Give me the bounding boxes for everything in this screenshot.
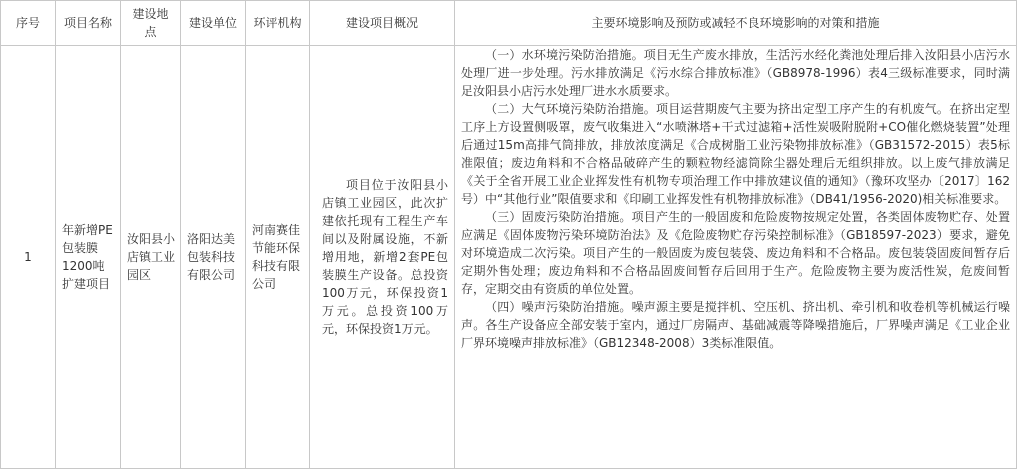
row-overview — [310, 46, 455, 469]
header-location: 建设地点 — [121, 1, 181, 46]
row-measures — [455, 46, 1017, 469]
header-row — [1, 1, 1017, 46]
row-project-name: 年新增PE包装膜1200吨扩建项目 — [56, 46, 121, 469]
header-builder: 建设单位 — [181, 1, 246, 46]
row-eia-agency: 河南赛佳节能环保科技有限公司 — [246, 46, 310, 469]
header-project-name: 项目名称 — [56, 1, 121, 46]
measure-water: （一）水环境污染防治措施。项目无生产废水排放，生活污水经化粪池处理后排入汝阳县小店污水处理厂进一步处理。污水排放满足《污水综合排放标准》（GB8978-1996）表4三级标准要求，同时满足汝阳县小店污水处理厂进水水质要求。 — [461, 48, 1010, 98]
row-builder: 洛阳达美包装科技有限公司 — [181, 46, 246, 469]
measure-solid-waste: （三）固废污染防治措施。项目产生的一般固废和危险废物按规定处置，各类固体废物贮存、处置应满足《固体废物污染环境防治法》及《危险废物贮存污染控制标准》（GB18597-2023）要求，避免对环境造成二次污染。项目产生的一般固废为废包装袋、废边角料和不合格品。废包装袋固废间暂存后定期外售处理；废边角料和不合格品固废间暂存后回用于生产。危险废物主要为废活性炭，危废间暂存，定期交由有资质的单位处置。 — [461, 210, 1010, 296]
header-measures: 主要环境影响及预防或减轻不良环境影响的对策和措施 — [455, 1, 1017, 46]
row-location: 汝阳县小店镇工业园区 — [121, 46, 181, 469]
table-row — [1, 46, 1017, 469]
header-overview: 建设项目概况 — [310, 1, 455, 46]
overview-text: 项目位于汝阳县小店镇工业园区，此次扩建依托现有工程生产车间以及附属设施，不新增用地，新增2套PE包装膜生产设备。总投资100万元，环保投资1万元。总投资100万元，环保投资1万元。 — [322, 178, 448, 336]
header-eia-agency: 环评机构 — [246, 1, 310, 46]
row-index: 1 — [1, 46, 56, 469]
header-index: 序号 — [1, 1, 56, 46]
measure-noise: （四）噪声污染防治措施。噪声源主要是搅拌机、空压机、挤出机、牵引机和收卷机等机械运行噪声。各生产设备应全部安装于室内，通过厂房隔声、基础减震等降噪措施后，厂界噪声满足《工业企业厂界环境噪声排放标准》（GB12348-2008）3类标准限值。 — [461, 300, 1010, 350]
measure-air: （二）大气环境污染防治措施。项目运营期废气主要为挤出定型工序产生的有机废气。在挤出定型工序上方设置侧吸罩，废气收集进入“水喷淋塔+干式过滤箱+活性炭吸附脱附+CO催化燃烧装置”处理后通过15m高排气筒排放，排放浓度满足《合成树脂工业污染物排放标准》（GB31572-2015）表5标准限值；废边角料和不合格品破碎产生的颗粒物经滤筒除尘器处理后无组织排放。以上废气排放满足《关于全省开展工业企业挥发性有机物专项治理工作中排放建议值的通知》（豫环攻坚办〔2017〕162号）中“其他行业”限值要求和《印刷工业挥发性有机物排放标准》（DB41/1956-2020)相关标准要求。 — [461, 102, 1010, 206]
